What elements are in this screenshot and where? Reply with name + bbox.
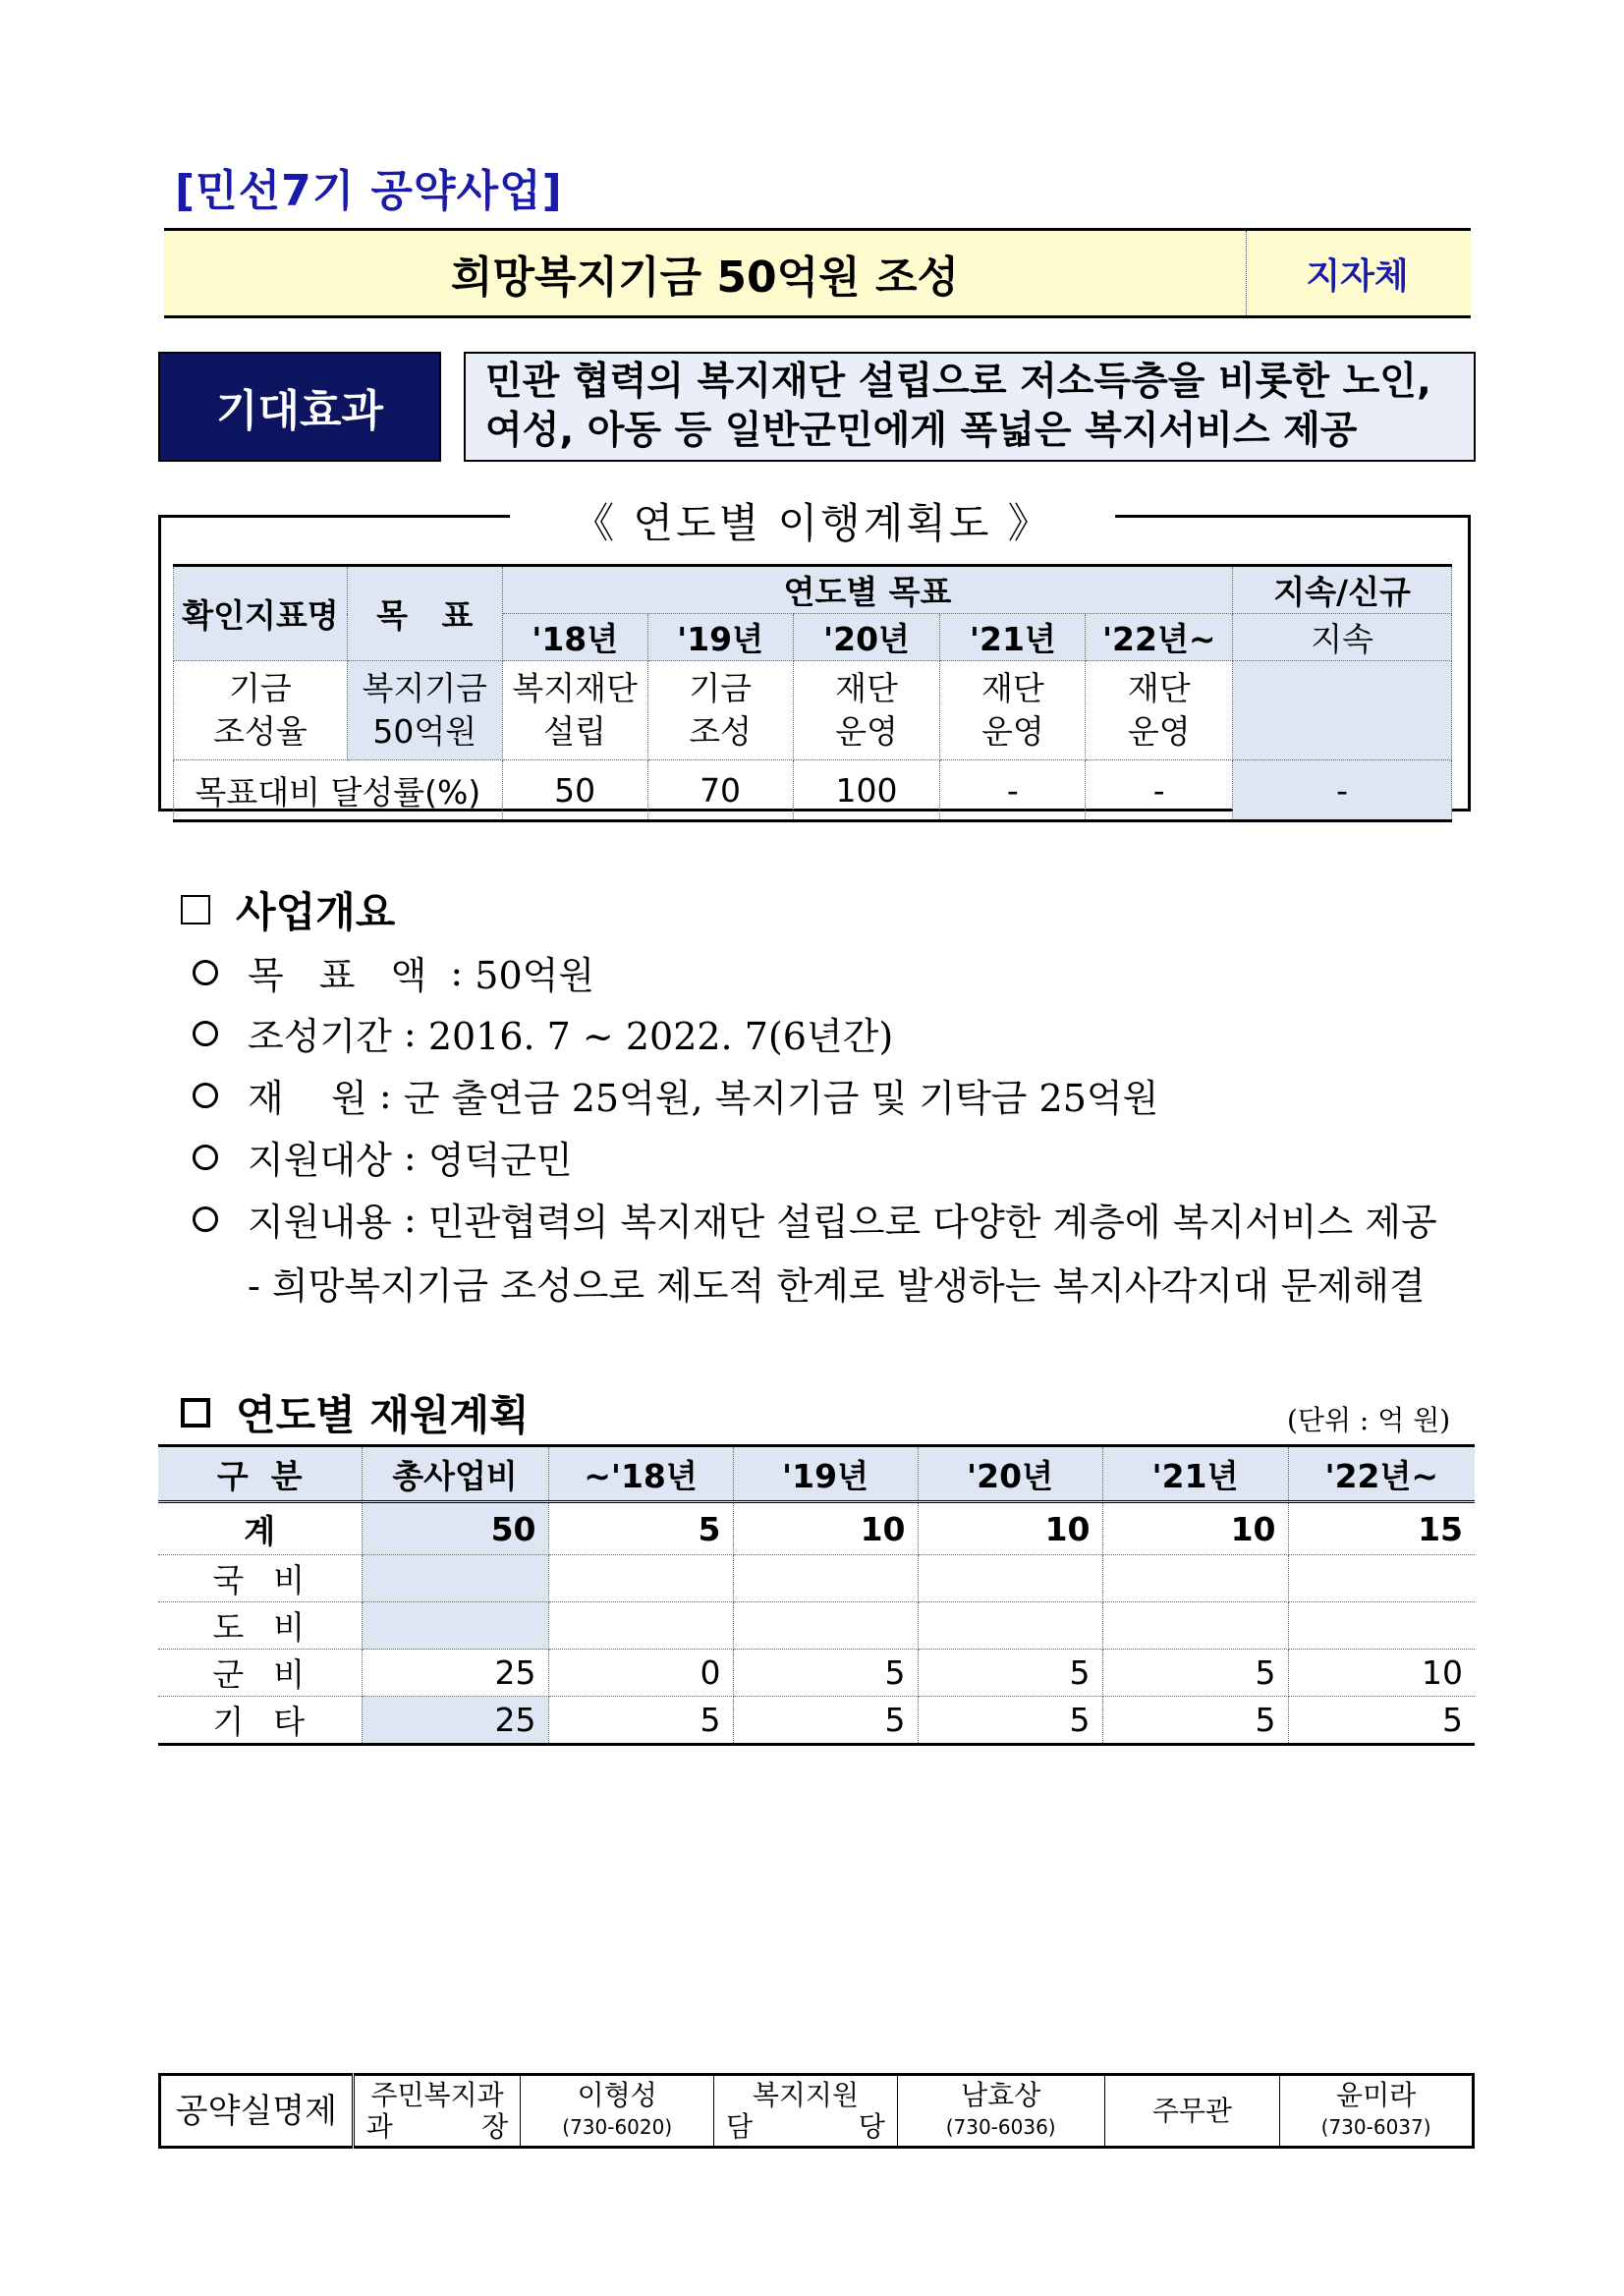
effect-line-1: 민관 협력의 복지재단 설립으로 저소득층을 비롯한 노인,	[485, 360, 1431, 404]
overview-item: 지원대상 : 영덕군민	[193, 1130, 573, 1184]
status-empty	[1233, 661, 1452, 760]
target-cell: 재단 운영	[940, 661, 1086, 760]
pledge-label: [민선7기 공약사업]	[175, 166, 563, 216]
target-cell: 기금 조성	[647, 661, 793, 760]
header-status: 지속/신규	[1233, 566, 1452, 614]
table-row: 기타 25 5 5 5 5 5	[158, 1697, 1475, 1745]
plan-title: 《 연도별 이행계획도 》	[573, 499, 1052, 547]
achievement-label: 목표대비 달성률(%)	[174, 760, 503, 821]
funding-heading: 연도별 재원계획	[181, 1383, 530, 1442]
table-row: 군비 25 0 5 5 5 10	[158, 1650, 1475, 1697]
target-cell: 복지재단 설립	[502, 661, 647, 760]
title-side-label: 지자체	[1306, 255, 1409, 297]
table-row: 계 50 5 10 10 10 15	[158, 1502, 1475, 1555]
page-title: 희망복지기금 50억원 조성	[164, 231, 1247, 315]
circle-bullet-icon	[193, 1145, 218, 1170]
col-header: ~'18년	[548, 1446, 733, 1502]
row-label: 군비	[158, 1650, 362, 1697]
indicator-cell: 기금 조성율	[174, 661, 348, 760]
effect-text	[464, 352, 1476, 462]
col-header: '22년~	[1288, 1446, 1475, 1502]
rank-cell: 주무관	[1104, 2075, 1280, 2148]
year-header: '20년	[793, 614, 940, 661]
achievement-value: 70	[647, 760, 793, 821]
dept-cell: 주민복지과 과 장	[353, 2075, 521, 2148]
achievement-status: -	[1233, 760, 1452, 821]
target-cell: 재단 운영	[1086, 661, 1233, 760]
row-label: 기타	[158, 1697, 362, 1745]
goal-cell: 복지기금 50억원	[347, 661, 502, 760]
overview-item: 재 원 : 군 출연금 25억원, 복지기금 및 기탁금 25억원	[193, 1068, 1158, 1122]
effect-tag: 기대효과	[158, 352, 441, 462]
person-cell: 남효상 (730-6036)	[897, 2075, 1104, 2148]
achievement-value: 100	[793, 760, 940, 821]
person-cell: 윤미라 (730-6037)	[1280, 2075, 1474, 2148]
person-cell: 이형성 (730-6020)	[521, 2075, 714, 2148]
dept-cell: 복지지원 담 당	[714, 2075, 898, 2148]
achievement-value: -	[1086, 760, 1233, 821]
status-value: 지속	[1233, 614, 1452, 661]
unit-label: (단위 : 억 원)	[1287, 1404, 1451, 1436]
target-cell: 재단 운영	[793, 661, 940, 760]
year-header: '19년	[647, 614, 793, 661]
overview-heading: 사업개요	[181, 880, 395, 939]
row-label: 도비	[158, 1602, 362, 1650]
funding-header-row	[158, 1446, 1475, 1502]
square-icon	[181, 895, 210, 924]
col-header: 구 분	[158, 1446, 362, 1502]
overview-sub-item: - 희망복지기금 조성으로 제도적 한계로 발생하는 복지사각지대 문제해결	[248, 1264, 1426, 1308]
year-header: '18년	[502, 614, 647, 661]
circle-bullet-icon	[193, 1083, 218, 1108]
plan-border-right	[1115, 515, 1471, 518]
header-goal: 목 표	[347, 566, 502, 661]
table-row	[158, 1555, 1475, 1602]
plan-table	[173, 564, 1452, 822]
footer-label: 공약실명제	[160, 2075, 354, 2148]
circle-bullet-icon	[193, 960, 218, 985]
title-box	[164, 228, 1471, 318]
circle-bullet-icon	[193, 1021, 218, 1046]
col-header: '20년	[918, 1446, 1102, 1502]
square-icon	[181, 1398, 210, 1428]
overview-item: 조성기간 : 2016. 7 ~ 2022. 7(6년간)	[193, 1006, 893, 1060]
col-header: '19년	[733, 1446, 918, 1502]
row-label: 국비	[158, 1555, 362, 1602]
table-row	[158, 1602, 1475, 1650]
row-label: 계	[158, 1502, 362, 1555]
pledge-owner-table	[158, 2073, 1475, 2149]
header-yearly: 연도별 목표	[502, 566, 1232, 614]
col-header: 총사업비	[362, 1446, 548, 1502]
effect-line-2: 여성, 아동 등 일반군민에게 폭넓은 복지서비스 제공	[485, 409, 1358, 453]
overview-item: 지원내용 : 민관협력의 복지재단 설립으로 다양한 계층에 복지서비스 제공	[193, 1192, 1437, 1246]
year-header: '21년	[940, 614, 1086, 661]
col-header: '21년	[1102, 1446, 1288, 1502]
year-header: '22년~	[1086, 614, 1233, 661]
overview-item: 목 표 액 : 50억원	[193, 945, 594, 999]
funding-table	[158, 1444, 1475, 1746]
circle-bullet-icon	[193, 1206, 218, 1232]
plan-border-left	[158, 515, 510, 518]
achievement-value: 50	[502, 760, 647, 821]
achievement-value: -	[940, 760, 1086, 821]
header-indicator: 확인지표명	[174, 566, 348, 661]
